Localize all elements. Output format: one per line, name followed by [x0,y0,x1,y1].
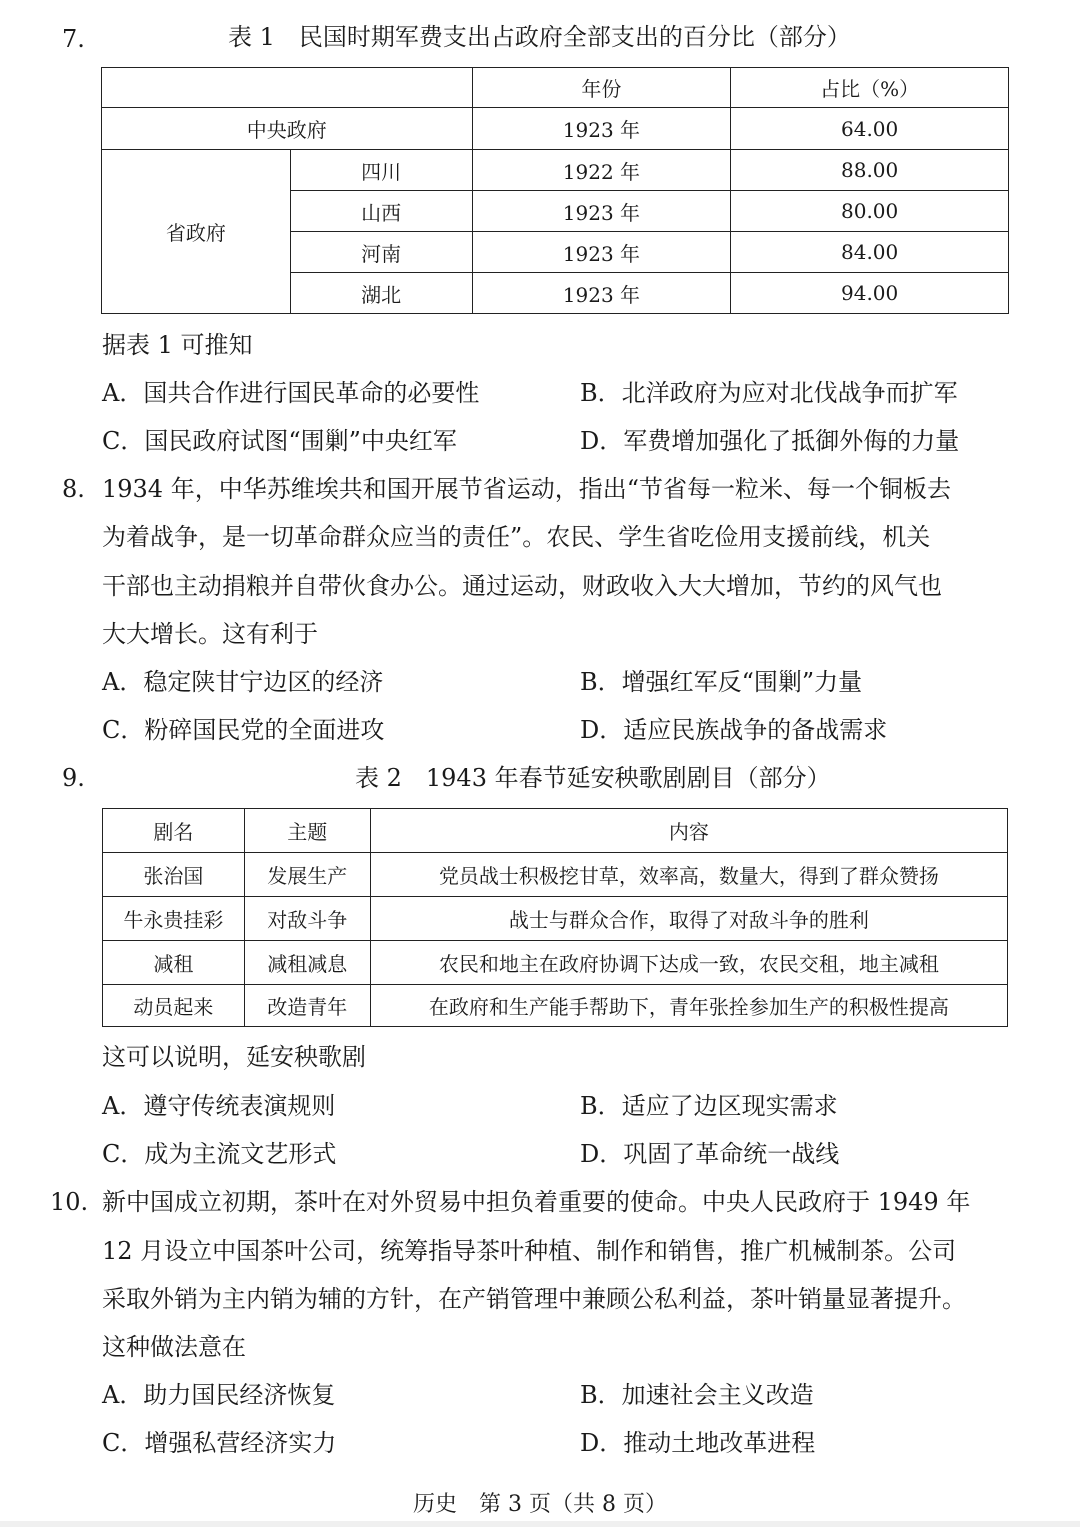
cell: 河南 [290,232,472,273]
question-text-line: 采取外销为主内销为辅的方针，在产销管理中兼顾公私利益，茶叶销量显著提升。 [102,1285,966,1313]
option-b: B．适应了边区现实需求 [580,1092,838,1120]
cell: 山西 [290,191,472,232]
table-row [102,150,1009,191]
question-text-line: 这种做法意在 [102,1333,246,1361]
question-text-line: 12 月设立中国茶叶公司，统筹指导茶叶种植、制作和销售，推广机械制茶。公司 [102,1237,957,1265]
question-number: 7. [62,25,85,53]
table-header-row [103,809,1008,853]
page-edge [0,1521,1080,1527]
cell: 80.00 [731,191,1009,232]
question-text-line: 1934 年，中华苏维埃共和国开展节省运动，指出“节省每一粒米、每一个铜板去 [102,475,951,503]
option-c: C．成为主流文艺形式 [102,1140,337,1168]
option-c: C．国民政府试图“围剿”中央红军 [102,427,457,455]
question-text-line: 大大增长。这有利于 [102,620,318,648]
question-number: 10. [50,1188,89,1216]
cell: 张治国 [103,853,245,897]
question-text-line: 新中国成立初期，茶叶在对外贸易中担负着重要的使命。中央人民政府于 1949 年 [102,1188,971,1216]
header-cell: 年份 [472,68,731,108]
option-a: A．遵守传统表演规则 [102,1092,336,1120]
header-cell: 占比（%） [731,68,1009,108]
option-d: D．军费增加强化了抵御外侮的力量 [580,427,960,455]
option-b: B．北洋政府为应对北伐战争而扩军 [580,379,958,407]
option-d: D．巩固了革命统一战线 [580,1140,840,1168]
header-cell: 主题 [244,809,370,853]
option-d: D．推动土地改革进程 [580,1429,816,1457]
cell: 中央政府 [102,108,473,150]
cell: 省政府 [102,150,291,314]
cell: 1923 年 [472,191,731,232]
cell: 动员起来 [103,985,245,1027]
question-stem: 这可以说明，延安秧歌剧 [102,1043,366,1071]
cell: 减租减息 [244,941,370,985]
cell: 1923 年 [472,232,731,273]
page-footer: 历史 第 3 页（共 8 页） [413,1492,667,1517]
cell: 改造青年 [244,985,370,1027]
table-row [103,985,1008,1027]
option-b: B．增强红军反“围剿”力量 [580,668,863,696]
option-a: A．助力国民经济恢复 [102,1381,336,1409]
option-a: A．稳定陕甘宁边区的经济 [102,668,384,696]
table-header-row [102,68,1009,108]
option-c: C．粉碎国民党的全面进攻 [102,716,385,744]
cell: 在政府和生产能手帮助下，青年张拴参加生产的积极性提高 [370,985,1007,1027]
cell: 64.00 [731,108,1009,150]
cell: 88.00 [731,150,1009,191]
military-expense-table [101,67,1009,314]
cell: 减租 [103,941,245,985]
question-text-line: 干部也主动捐粮并自带伙食办公。通过运动，财政收入大大增加，节约的风气也 [102,572,942,600]
table-row [103,853,1008,897]
option-a: A．国共合作进行国民革命的必要性 [102,379,480,407]
question-number: 8. [62,475,85,503]
table-row [103,897,1008,941]
option-b: B．加速社会主义改造 [580,1381,814,1409]
cell: 84.00 [731,232,1009,273]
cell: 四川 [290,150,472,191]
cell: 1923 年 [472,108,731,150]
cell: 战士与群众合作，取得了对敌斗争的胜利 [370,897,1007,941]
cell: 对敌斗争 [244,897,370,941]
table-row [103,941,1008,985]
question-text-line: 为着战争，是一切革命群众应当的责任”。农民、学生省吃俭用支援前线，机关 [102,523,931,551]
table-caption: 表 2 1943 年春节延安秧歌剧剧目（部分） [355,764,831,792]
cell: 牛永贵挂彩 [103,897,245,941]
cell: 1922 年 [472,150,731,191]
table-caption: 表 1 民国时期军费支出占政府全部支出的百分比（部分） [228,23,851,51]
cell: 1923 年 [472,273,731,314]
cell: 党员战士积极挖甘草，效率高，数量大，得到了群众赞扬 [370,853,1007,897]
header-cell [102,68,473,108]
header-cell: 内容 [370,809,1007,853]
cell: 94.00 [731,273,1009,314]
yangge-opera-table [102,808,1008,1027]
table-row [102,108,1009,150]
cell: 发展生产 [244,853,370,897]
cell: 农民和地主在政府协调下达成一致，农民交租，地主减租 [370,941,1007,985]
option-c: C．增强私营经济实力 [102,1429,337,1457]
question-number: 9. [62,764,85,792]
option-d: D．适应民族战争的备战需求 [580,716,888,744]
question-stem: 据表 1 可推知 [102,331,253,359]
header-cell: 剧名 [103,809,245,853]
cell: 湖北 [290,273,472,314]
